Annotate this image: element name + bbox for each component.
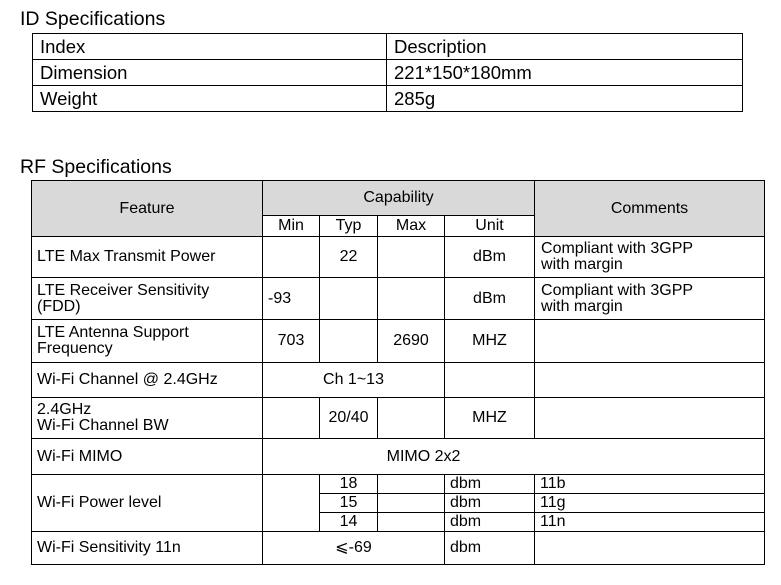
max-cell: 2690 (378, 320, 445, 363)
min-cell (263, 398, 320, 439)
comment-cell (535, 363, 765, 398)
id-specifications-table (32, 33, 743, 112)
capability-value-cell: MIMO 2x2 (263, 439, 765, 475)
comment-cell: 11b (535, 475, 765, 494)
table-header-row (32, 181, 765, 216)
unit-cell (445, 363, 535, 398)
max-cell (378, 237, 445, 278)
feature-line: LTE Receiver Sensitivity (37, 281, 210, 299)
unit-cell: dBm (445, 278, 535, 320)
id-specifications-heading: ID Specifications (20, 8, 166, 30)
typ-cell (320, 278, 378, 320)
max-cell (378, 513, 445, 532)
typ-cell: 22 (320, 237, 378, 278)
unit-cell: dbm (445, 532, 535, 565)
table-row (32, 363, 765, 398)
feature-cell (32, 398, 263, 439)
feature-cell: Wi-Fi MIMO (32, 439, 263, 475)
description-header: Description (387, 34, 743, 60)
feature-line: Frequency (37, 340, 113, 357)
min-cell (263, 475, 320, 532)
max-cell (378, 494, 445, 513)
comment-line: with margin (541, 256, 623, 273)
comment-line: Compliant with 3GPP (541, 240, 694, 257)
table-row (32, 320, 765, 363)
feature-line: Wi-Fi Channel BW (37, 417, 169, 434)
unit-cell: dBm (445, 237, 535, 278)
typ-header: Typ (320, 216, 378, 237)
table-row (32, 398, 765, 439)
max-cell (378, 475, 445, 494)
unit-cell: MHZ (445, 320, 535, 363)
capability-header: Capability (263, 181, 535, 216)
max-cell (378, 398, 445, 439)
typ-cell: 14 (320, 513, 378, 532)
table-row (32, 532, 765, 565)
feature-cell (32, 278, 263, 320)
typ-cell (320, 320, 378, 363)
comment-cell (535, 278, 765, 320)
feature-header: Feature (32, 181, 263, 237)
comment-cell: 11g (535, 494, 765, 513)
comment-cell (535, 532, 765, 565)
index-cell: Dimension (33, 60, 387, 86)
feature-line: LTE Antenna Support (37, 324, 189, 341)
comment-line: with margin (541, 297, 623, 315)
unit-cell: dbm (445, 475, 535, 494)
description-cell: 221*150*180mm (387, 60, 743, 86)
min-header: Min (263, 216, 320, 237)
typ-cell: 20/40 (320, 398, 378, 439)
min-cell: 703 (263, 320, 320, 363)
table-row (32, 237, 765, 278)
unit-cell: dbm (445, 513, 535, 532)
typ-cell: 18 (320, 475, 378, 494)
description-cell: 285g (387, 86, 743, 112)
unit-header: Unit (445, 216, 535, 237)
comment-cell: 11n (535, 513, 765, 532)
table-header-row (33, 34, 743, 60)
index-header: Index (33, 34, 387, 60)
table-row (32, 439, 765, 475)
table-row (33, 86, 743, 112)
feature-line: 2.4GHz (37, 401, 92, 418)
typ-cell: 15 (320, 494, 378, 513)
rf-specifications-heading: RF Specifications (20, 156, 172, 178)
min-cell: -93 (263, 278, 320, 320)
feature-line: (FDD) (37, 297, 81, 315)
capability-value-cell: ⩽-69 (263, 532, 445, 565)
comment-cell (535, 237, 765, 278)
feature-cell: LTE Max Transmit Power (32, 237, 263, 278)
feature-cell: Wi-Fi Power level (32, 475, 263, 532)
unit-cell: dbm (445, 494, 535, 513)
feature-cell (32, 320, 263, 363)
comments-header: Comments (535, 181, 765, 237)
table-row (32, 475, 765, 494)
table-row (32, 278, 765, 320)
max-cell (378, 278, 445, 320)
min-cell (263, 237, 320, 278)
max-header: Max (378, 216, 445, 237)
table-row (33, 60, 743, 86)
capability-value-cell: Ch 1~13 (263, 363, 445, 398)
unit-cell: MHZ (445, 398, 535, 439)
feature-cell: Wi-Fi Sensitivity 11n (32, 532, 263, 565)
comment-cell (535, 320, 765, 363)
index-cell: Weight (33, 86, 387, 112)
comment-cell (535, 398, 765, 439)
comment-line: Compliant with 3GPP (541, 281, 694, 299)
rf-specifications-table (31, 180, 765, 565)
feature-cell: Wi-Fi Channel @ 2.4GHz (32, 363, 263, 398)
